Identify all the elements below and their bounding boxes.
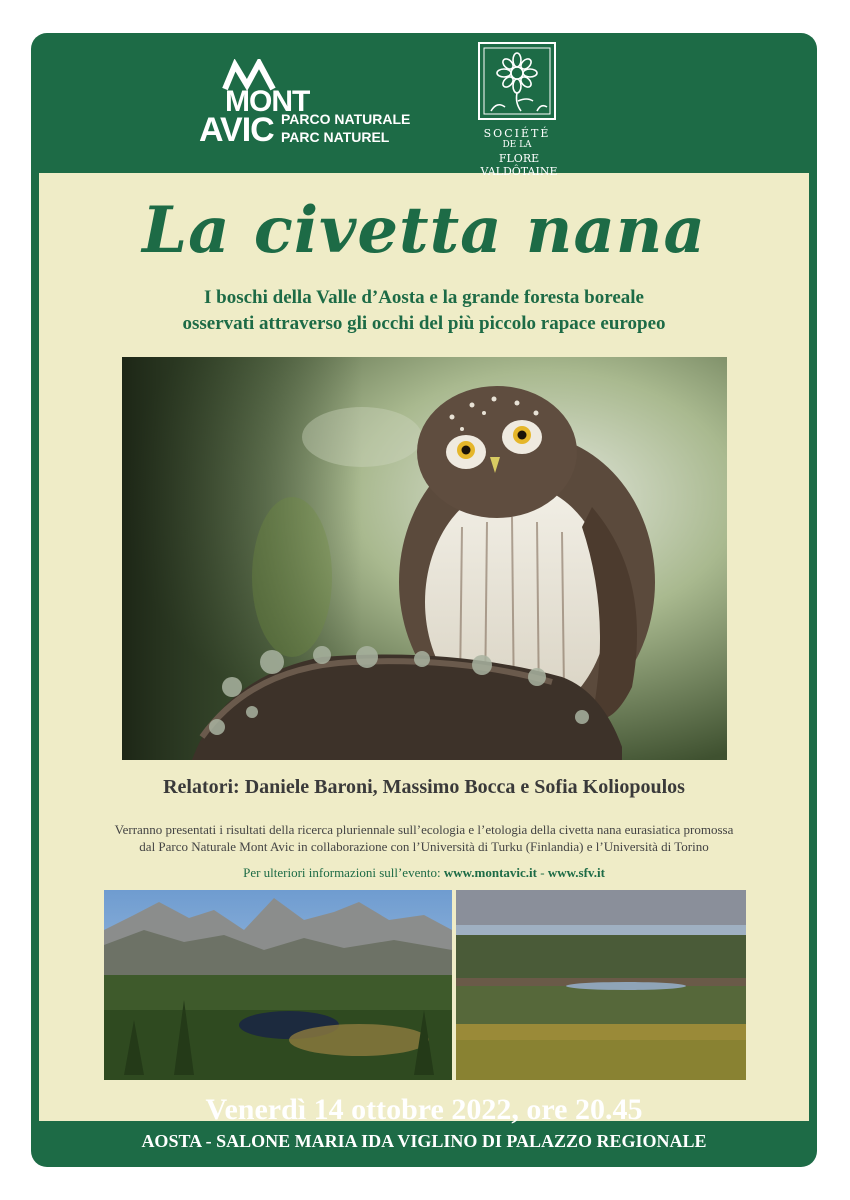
de-la-label: DE LA	[502, 140, 532, 150]
info-prefix: Per ulteriori informazioni sull’evento:	[243, 865, 441, 880]
subtitle-line-2: osservati attraverso gli occhi del più piccolo rapace europeo	[182, 313, 666, 334]
link-sfv[interactable]: www.sfv.it	[547, 865, 605, 880]
event-venue: AOSTA - SALONE MARIA IDA VIGLINO DI PALAZZO REGIONALE	[141, 1131, 707, 1151]
logo-word-avic: AVIC	[199, 111, 274, 149]
logo-parc-naturel: PARC NATUREL	[281, 129, 390, 145]
poster	[31, 33, 817, 1167]
mountain-lake-photo	[104, 890, 452, 1080]
info-line	[31, 865, 817, 881]
owl-photo	[122, 357, 727, 760]
societe-flore-logo	[471, 39, 591, 178]
flore-valdotaine-label: FLORE VALDÔTAINE	[480, 152, 558, 178]
societe-label: SOCIÉTÉ	[483, 127, 551, 140]
description-line-2: dal Parco Naturale Mont Avic in collaborazione con l’Università di Turku (Finlandia) e l’Università di Torino	[139, 839, 709, 854]
info-separator: -	[537, 865, 548, 880]
mont-avic-logo	[199, 59, 439, 149]
subtitle-line-1: I boschi della Valle d’Aosta e la grande foresta boreale	[204, 287, 644, 308]
event-date: Venerdì 14 ottobre 2022, ore 20.45	[205, 1093, 643, 1126]
link-montavic[interactable]: www.montavic.it	[443, 865, 537, 880]
logo-parco-naturale: PARCO NATURALE	[281, 111, 411, 127]
flower-emblem-icon	[477, 41, 557, 121]
description-line-1: Verranno presentati i risultati della ricerca pluriennale sull’ecologia e l’etologia della civetta nana eurasiatica promossa	[114, 822, 734, 837]
poster-title: La civetta nana	[142, 193, 706, 268]
boreal-forest-photo	[456, 890, 746, 1080]
logo-word-mont: MONT	[225, 85, 310, 118]
speakers-line: Relatori: Daniele Baroni, Massimo Bocca e Sofia Koliopoulos	[163, 776, 685, 798]
